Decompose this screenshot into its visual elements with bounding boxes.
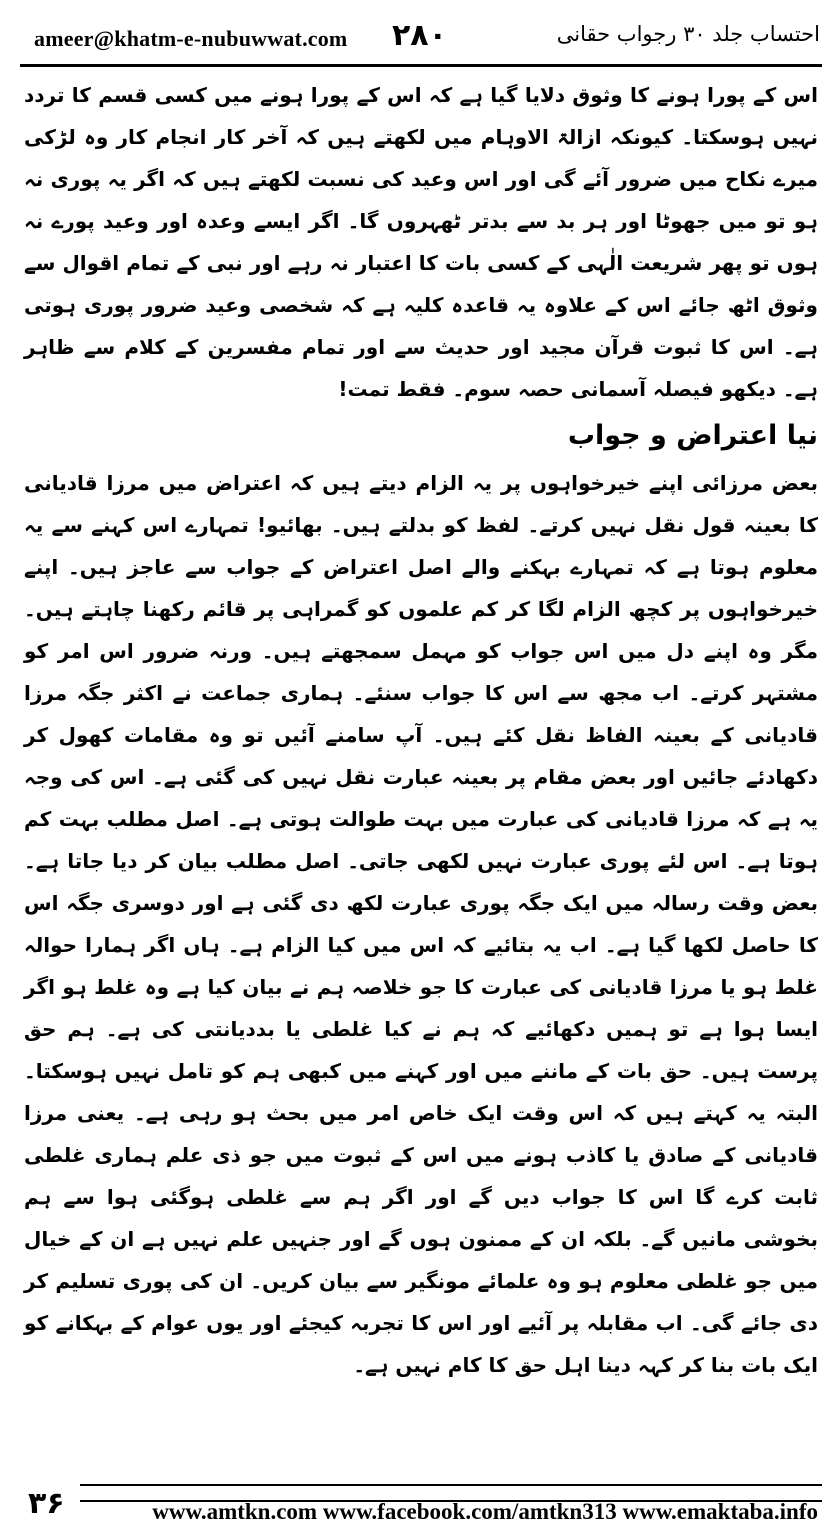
running-title: احتساب جلد ۳۰ رجواب حقانی bbox=[556, 22, 820, 46]
page-header bbox=[20, 16, 822, 60]
header-email[interactable]: ameer@khatm-e-nubuwwat.com bbox=[34, 26, 348, 51]
header-rule bbox=[20, 64, 822, 67]
paragraph-2: بعض مرزائی اپنے خیرخواہوں پر یہ الزام دیتے ہیں کہ اعتراض میں مرزا قادیانی کا بعینہ قول نقل نہیں کرتے۔ لفظ کو بدلتے ہیں۔ بھائیو! تمہارے اس کہنے سے یہ معلوم ہوتا ہے کہ تمہارے بہکنے والے اصل اعتراض کے جواب سے عاجز ہیں۔ اپنے خیرخواہوں پر کچھ الزام لگا کر کم علموں کو گمراہی پر قائم رکھنا چاہتے ہیں۔ مگر وہ اپنے دل میں اس جواب کو مہمل سمجھتے ہیں۔ ورنہ ضرور اس امر کو مشتہر کرتے۔ اب مجھ سے اس کا جواب سنئے۔ ہماری جماعت نے اکثر جگہ مرزا قادیانی کے بعینہ الفاظ نقل کئے ہیں۔ آپ سامنے آئیں تو وہ مقامات کھول کر دکھادئے جائیں اور بعض مقام پر بعینہ عبارت نقل نہیں کی گئی ہے۔ اس کی وجہ یہ ہے کہ مرزا قادیانی کی عبارت میں بہت طوالت ہوتی ہے۔ اصل مطلب بہت کم ہوتا ہے۔ اس لئے پوری عبارت نہیں لکھی جاتی۔ اصل مطلب بیان کر دیا جاتا ہے۔ بعض وقت رسالہ میں ایک جگہ پوری عبارت لکھ دی گئی ہے اور دوسری جگہ اس کا حاصل لکھا گیا ہے۔ اب یہ بتائیے کہ اس میں کیا الزام ہے۔ ہاں اگر ہمارا حوالہ غلط ہو یا مرزا قادیانی کی عبارت کا جو خلاصہ ہم نے بیان کیا ہے وہ غلط ہو اگر ایسا ہوا ہے تو ہمیں دکھائیے کہ ہم نے کیا غلطی یا بددیانتی کی ہے۔ ہم حق پرست ہیں۔ حق بات کے ماننے میں اور کہنے میں کبھی ہم کو تامل نہیں ہوسکتا۔ البتہ یہ کہتے ہیں کہ اس وقت ایک خاص امر میں بحث ہو رہی ہے۔ یعنی مرزا قادیانی کے صادق یا کاذب ہونے میں اس کے ثبوت میں جو ذی علم ہماری غلطی ثابت کرے گا اس کا جواب دیں گے اور اگر ہم سے غلطی ہوگئی ہوا سے ہم بخوشی مانیں گے۔ بلکہ ان کے ممنون ہوں گے اور جنہیں علم نہیں ہے ان کے خیال میں جو غلطی معلوم ہو وہ علمائے مونگیر سے بیان کریں۔ ان کی پوری تسلیم کر دی جائے گی۔ اب مقابلہ پر آئیے اور اس کا تجربہ کیجئے اور یوں عوام کے بہکانے کو ایک بات بنا کر کہہ دینا اہل حق کا کام نہیں ہے۔ bbox=[24, 471, 818, 1377]
page-footer bbox=[20, 1484, 822, 1530]
section-heading: نیا اعتراض و جواب bbox=[567, 420, 818, 451]
header-page-number: ۲۸۰ bbox=[392, 18, 447, 53]
page-body bbox=[24, 74, 818, 1386]
footer-links[interactable]: www.amtkn.com www.facebook.com/amtkn313 www.emaktaba.info bbox=[152, 1499, 818, 1524]
paragraph-1: اس کے پورا ہونے کا وثوق دلایا گیا ہے کہ اس کے پورا ہونے میں کسی قسم کا تردد نہیں ہوسکتا۔ کیونکہ ازالۃ الاوہام میں لکھتے ہیں کہ آخر کار انجام کار وہ لڑکی میرے نکاح میں ضرور آئے گی اور اس وعید کی نسبت لکھتے ہیں کہ اگر یہ پوری نہ ہو تو میں جھوٹا اور ہر بد سے بدتر ٹھہروں گا۔ اگر ایسے وعدہ اور وعید پورے نہ ہوں تو پھر شریعت الٰہی کے کسی بات کا اعتبار نہ رہے اور نبی کے تمام اقوال سے وثوق اٹھ جائے اس کے علاوہ یہ قاعدہ کلیہ ہے کہ شخصی وعید ضرور پوری ہوتی ہے۔ اس کا ثبوت قرآن مجید اور حدیث سے اور تمام مفسرین کے کلام سے ظاہر ہے۔ دیکھو فیصلہ آسمانی حصہ سوم۔ فقط تمت! bbox=[24, 83, 818, 401]
footer-page-number: ۳۶ bbox=[28, 1486, 65, 1521]
